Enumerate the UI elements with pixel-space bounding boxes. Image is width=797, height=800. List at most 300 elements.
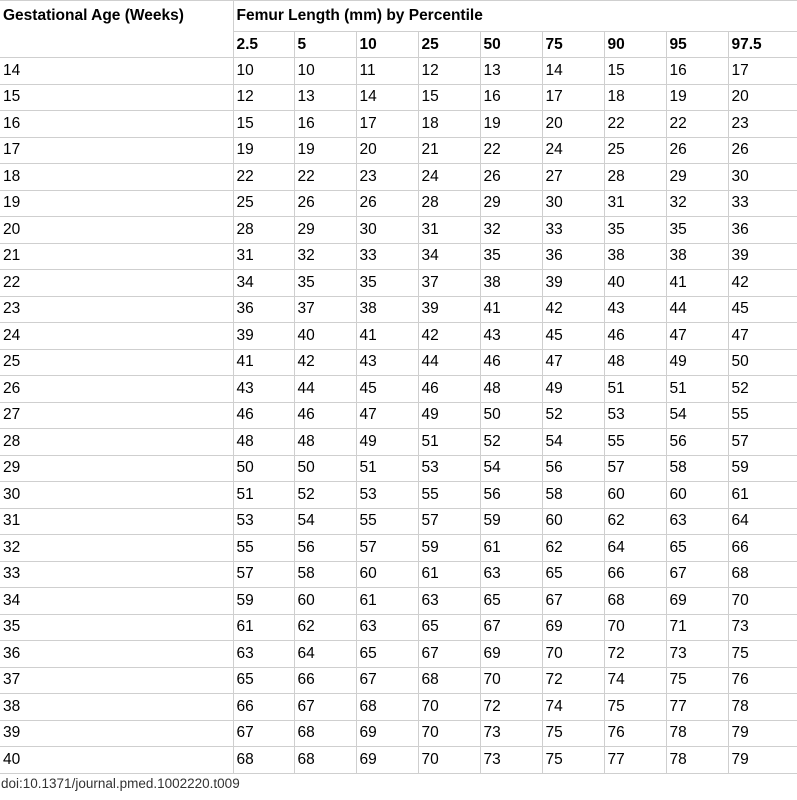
table-row xyxy=(0,190,797,217)
femur-length-cell: 32 xyxy=(480,217,542,244)
table-row xyxy=(0,667,797,694)
femur-length-cell: 70 xyxy=(418,720,480,747)
femur-length-cell: 67 xyxy=(294,694,356,721)
femur-length-cell: 18 xyxy=(604,84,666,111)
femur-length-cell: 49 xyxy=(666,349,728,376)
femur-length-cell: 56 xyxy=(666,429,728,456)
gestational-age-cell: 19 xyxy=(0,190,233,217)
femur-length-cell: 26 xyxy=(294,190,356,217)
gestational-age-cell: 21 xyxy=(0,243,233,270)
gestational-age-header: Gestational Age (Weeks) xyxy=(0,1,233,58)
femur-length-cell: 59 xyxy=(728,455,797,482)
femur-length-cell: 70 xyxy=(418,747,480,774)
femur-length-cell: 49 xyxy=(418,402,480,429)
table-row xyxy=(0,402,797,429)
femur-length-cell: 36 xyxy=(728,217,797,244)
table-row xyxy=(0,137,797,164)
femur-length-cell: 29 xyxy=(666,164,728,191)
gestational-age-cell: 36 xyxy=(0,641,233,668)
femur-length-cell: 57 xyxy=(356,535,418,562)
gestational-age-cell: 30 xyxy=(0,482,233,509)
femur-length-cell: 77 xyxy=(666,694,728,721)
femur-length-cell: 19 xyxy=(666,84,728,111)
femur-length-cell: 73 xyxy=(480,720,542,747)
femur-length-cell: 56 xyxy=(480,482,542,509)
femur-length-cell: 39 xyxy=(418,296,480,323)
gestational-age-cell: 14 xyxy=(0,58,233,85)
gestational-age-cell: 37 xyxy=(0,667,233,694)
femur-length-cell: 47 xyxy=(542,349,604,376)
femur-length-cell: 28 xyxy=(604,164,666,191)
femur-length-cell: 24 xyxy=(542,137,604,164)
femur-length-cell: 38 xyxy=(356,296,418,323)
gestational-age-cell: 23 xyxy=(0,296,233,323)
femur-length-cell: 16 xyxy=(666,58,728,85)
gestational-age-cell: 31 xyxy=(0,508,233,535)
femur-length-cell: 65 xyxy=(480,588,542,615)
femur-length-cell: 68 xyxy=(294,747,356,774)
femur-length-cell: 43 xyxy=(480,323,542,350)
femur-length-cell: 74 xyxy=(542,694,604,721)
femur-length-cell: 75 xyxy=(666,667,728,694)
femur-length-cell: 57 xyxy=(418,508,480,535)
femur-length-cell: 25 xyxy=(604,137,666,164)
femur-length-cell: 26 xyxy=(356,190,418,217)
femur-length-cell: 79 xyxy=(728,747,797,774)
femur-length-cell: 67 xyxy=(542,588,604,615)
femur-length-cell: 16 xyxy=(294,111,356,138)
femur-length-cell: 52 xyxy=(480,429,542,456)
femur-length-cell: 50 xyxy=(294,455,356,482)
femur-length-cell: 63 xyxy=(356,614,418,641)
femur-length-cell: 23 xyxy=(728,111,797,138)
percentile-header-cell: 10 xyxy=(356,32,418,58)
femur-length-cell: 17 xyxy=(728,58,797,85)
femur-length-cell: 42 xyxy=(542,296,604,323)
femur-length-cell: 26 xyxy=(728,137,797,164)
gestational-age-cell: 15 xyxy=(0,84,233,111)
femur-length-cell: 15 xyxy=(604,58,666,85)
femur-length-cell: 22 xyxy=(480,137,542,164)
gestational-age-cell: 25 xyxy=(0,349,233,376)
femur-length-cell: 58 xyxy=(542,482,604,509)
femur-length-cell: 50 xyxy=(480,402,542,429)
femur-length-cell: 35 xyxy=(294,270,356,297)
femur-length-cell: 56 xyxy=(542,455,604,482)
femur-length-cell: 65 xyxy=(542,561,604,588)
femur-length-cell: 22 xyxy=(666,111,728,138)
femur-length-cell: 64 xyxy=(728,508,797,535)
table-row xyxy=(0,58,797,85)
femur-length-cell: 35 xyxy=(604,217,666,244)
femur-length-cell: 46 xyxy=(294,402,356,429)
percentile-header-cell: 90 xyxy=(604,32,666,58)
femur-length-cell: 66 xyxy=(604,561,666,588)
femur-length-cell: 75 xyxy=(542,720,604,747)
femur-length-cell: 65 xyxy=(356,641,418,668)
femur-length-cell: 31 xyxy=(233,243,294,270)
femur-length-cell: 35 xyxy=(480,243,542,270)
femur-length-cell: 63 xyxy=(233,641,294,668)
femur-length-cell: 18 xyxy=(418,111,480,138)
table-row xyxy=(0,614,797,641)
femur-length-cell: 69 xyxy=(666,588,728,615)
femur-length-cell: 33 xyxy=(542,217,604,244)
table-row xyxy=(0,296,797,323)
femur-length-cell: 30 xyxy=(542,190,604,217)
femur-length-cell: 15 xyxy=(233,111,294,138)
femur-length-cell: 66 xyxy=(294,667,356,694)
femur-length-cell: 26 xyxy=(666,137,728,164)
femur-length-cell: 42 xyxy=(418,323,480,350)
table-row xyxy=(0,164,797,191)
femur-length-cell: 53 xyxy=(418,455,480,482)
percentile-header-cell: 5 xyxy=(294,32,356,58)
femur-length-cell: 61 xyxy=(418,561,480,588)
femur-length-cell: 51 xyxy=(418,429,480,456)
femur-length-cell: 29 xyxy=(294,217,356,244)
femur-length-cell: 42 xyxy=(728,270,797,297)
femur-length-cell: 59 xyxy=(418,535,480,562)
femur-length-cell: 51 xyxy=(233,482,294,509)
femur-length-cell: 38 xyxy=(604,243,666,270)
femur-length-cell: 69 xyxy=(356,747,418,774)
femur-length-cell: 43 xyxy=(604,296,666,323)
femur-length-cell: 40 xyxy=(604,270,666,297)
femur-length-cell: 67 xyxy=(233,720,294,747)
gestational-age-cell: 26 xyxy=(0,376,233,403)
femur-length-cell: 78 xyxy=(728,694,797,721)
table-row xyxy=(0,323,797,350)
femur-length-cell: 33 xyxy=(356,243,418,270)
femur-length-cell: 55 xyxy=(728,402,797,429)
femur-length-cell: 54 xyxy=(294,508,356,535)
femur-length-cell: 70 xyxy=(542,641,604,668)
femur-length-cell: 69 xyxy=(356,720,418,747)
femur-length-cell: 49 xyxy=(542,376,604,403)
femur-length-cell: 20 xyxy=(728,84,797,111)
femur-length-cell: 57 xyxy=(604,455,666,482)
femur-length-cell: 60 xyxy=(356,561,418,588)
femur-length-cell: 75 xyxy=(542,747,604,774)
femur-length-cell: 49 xyxy=(356,429,418,456)
femur-length-cell: 54 xyxy=(480,455,542,482)
femur-length-cell: 19 xyxy=(480,111,542,138)
femur-length-cell: 40 xyxy=(294,323,356,350)
femur-length-cell: 63 xyxy=(480,561,542,588)
femur-length-cell: 62 xyxy=(604,508,666,535)
femur-length-cell: 70 xyxy=(480,667,542,694)
femur-length-cell: 67 xyxy=(666,561,728,588)
femur-length-cell: 31 xyxy=(604,190,666,217)
femur-length-cell: 16 xyxy=(480,84,542,111)
femur-length-cell: 63 xyxy=(666,508,728,535)
femur-length-cell: 19 xyxy=(294,137,356,164)
femur-length-cell: 28 xyxy=(233,217,294,244)
femur-length-cell: 38 xyxy=(480,270,542,297)
femur-length-cell: 73 xyxy=(480,747,542,774)
femur-length-cell: 65 xyxy=(666,535,728,562)
femur-length-cell: 17 xyxy=(542,84,604,111)
percentile-header-cell: 95 xyxy=(666,32,728,58)
femur-length-cell: 68 xyxy=(604,588,666,615)
femur-length-cell: 55 xyxy=(604,429,666,456)
femur-length-cell: 44 xyxy=(418,349,480,376)
femur-length-cell: 12 xyxy=(418,58,480,85)
femur-length-cell: 55 xyxy=(418,482,480,509)
femur-length-cell: 72 xyxy=(542,667,604,694)
femur-length-cell: 67 xyxy=(356,667,418,694)
femur-length-cell: 36 xyxy=(233,296,294,323)
femur-length-cell: 41 xyxy=(356,323,418,350)
femur-length-cell: 37 xyxy=(418,270,480,297)
femur-length-cell: 73 xyxy=(666,641,728,668)
femur-length-cell: 61 xyxy=(480,535,542,562)
percentile-header-cell: 2.5 xyxy=(233,32,294,58)
table-row xyxy=(0,508,797,535)
table-row xyxy=(0,243,797,270)
femur-length-cell: 20 xyxy=(356,137,418,164)
femur-length-cell: 77 xyxy=(604,747,666,774)
femur-length-cell: 67 xyxy=(418,641,480,668)
femur-length-cell: 39 xyxy=(233,323,294,350)
table-row xyxy=(0,111,797,138)
femur-length-cell: 70 xyxy=(728,588,797,615)
gestational-age-cell: 33 xyxy=(0,561,233,588)
table-row xyxy=(0,482,797,509)
femur-length-cell: 43 xyxy=(356,349,418,376)
gestational-age-cell: 40 xyxy=(0,747,233,774)
femur-length-cell: 46 xyxy=(233,402,294,429)
femur-length-cell: 57 xyxy=(233,561,294,588)
femur-length-cell: 60 xyxy=(542,508,604,535)
femur-length-cell: 68 xyxy=(356,694,418,721)
femur-length-cell: 11 xyxy=(356,58,418,85)
femur-length-cell: 14 xyxy=(542,58,604,85)
femur-length-cell: 48 xyxy=(233,429,294,456)
femur-length-cell: 34 xyxy=(233,270,294,297)
table-row xyxy=(0,84,797,111)
femur-length-cell: 70 xyxy=(418,694,480,721)
femur-length-cell: 67 xyxy=(480,614,542,641)
femur-length-cell: 59 xyxy=(480,508,542,535)
femur-length-cell: 47 xyxy=(356,402,418,429)
femur-length-cell: 55 xyxy=(233,535,294,562)
femur-length-cell: 50 xyxy=(728,349,797,376)
gestational-age-cell: 18 xyxy=(0,164,233,191)
femur-length-cell: 35 xyxy=(356,270,418,297)
femur-length-cell: 68 xyxy=(728,561,797,588)
femur-length-cell: 42 xyxy=(294,349,356,376)
femur-length-cell: 51 xyxy=(356,455,418,482)
femur-length-cell: 31 xyxy=(418,217,480,244)
table-row xyxy=(0,588,797,615)
femur-length-cell: 29 xyxy=(480,190,542,217)
femur-length-cell: 66 xyxy=(728,535,797,562)
gestational-age-cell: 29 xyxy=(0,455,233,482)
femur-length-cell: 70 xyxy=(604,614,666,641)
femur-length-cell: 26 xyxy=(480,164,542,191)
femur-length-cell: 69 xyxy=(542,614,604,641)
femur-length-cell: 23 xyxy=(356,164,418,191)
femur-length-cell: 58 xyxy=(294,561,356,588)
femur-length-cell: 61 xyxy=(233,614,294,641)
percentile-header-cell: 97.5 xyxy=(728,32,797,58)
table-row xyxy=(0,270,797,297)
femur-length-cell: 60 xyxy=(604,482,666,509)
gestational-age-cell: 32 xyxy=(0,535,233,562)
femur-length-cell: 45 xyxy=(356,376,418,403)
femur-length-cell: 76 xyxy=(604,720,666,747)
femur-length-cell: 46 xyxy=(604,323,666,350)
femur-length-cell: 53 xyxy=(233,508,294,535)
femur-length-cell: 35 xyxy=(666,217,728,244)
femur-length-cell: 54 xyxy=(542,429,604,456)
gestational-age-cell: 16 xyxy=(0,111,233,138)
femur-length-cell: 56 xyxy=(294,535,356,562)
femur-length-cell: 41 xyxy=(666,270,728,297)
gestational-age-cell: 27 xyxy=(0,402,233,429)
femur-length-cell: 43 xyxy=(233,376,294,403)
femur-length-cell: 64 xyxy=(294,641,356,668)
femur-length-cell: 28 xyxy=(418,190,480,217)
femur-length-cell: 22 xyxy=(233,164,294,191)
percentile-header-cell: 75 xyxy=(542,32,604,58)
table-body xyxy=(0,58,797,774)
femur-length-cell: 32 xyxy=(666,190,728,217)
femur-length-cell: 13 xyxy=(480,58,542,85)
femur-length-cell: 75 xyxy=(728,641,797,668)
femur-length-cell: 76 xyxy=(728,667,797,694)
femur-length-cell: 57 xyxy=(728,429,797,456)
femur-length-cell: 24 xyxy=(418,164,480,191)
table-row xyxy=(0,747,797,774)
femur-length-cell: 48 xyxy=(294,429,356,456)
table-row xyxy=(0,561,797,588)
femur-length-cell: 39 xyxy=(728,243,797,270)
femur-length-cell: 62 xyxy=(542,535,604,562)
gestational-age-cell: 39 xyxy=(0,720,233,747)
femur-length-cell: 21 xyxy=(418,137,480,164)
gestational-age-cell: 24 xyxy=(0,323,233,350)
femur-length-cell: 25 xyxy=(233,190,294,217)
table-row xyxy=(0,455,797,482)
femur-length-cell: 74 xyxy=(604,667,666,694)
femur-length-cell: 38 xyxy=(666,243,728,270)
table-row xyxy=(0,535,797,562)
femur-length-cell: 73 xyxy=(728,614,797,641)
femur-length-group-header: Femur Length (mm) by Percentile xyxy=(233,1,797,32)
femur-length-cell: 45 xyxy=(542,323,604,350)
femur-length-cell: 33 xyxy=(728,190,797,217)
femur-length-cell: 58 xyxy=(666,455,728,482)
femur-length-cell: 47 xyxy=(728,323,797,350)
femur-length-cell: 10 xyxy=(294,58,356,85)
gestational-age-cell: 28 xyxy=(0,429,233,456)
femur-length-cell: 12 xyxy=(233,84,294,111)
table-row xyxy=(0,429,797,456)
femur-length-cell: 78 xyxy=(666,720,728,747)
table-header-row xyxy=(0,1,797,32)
femur-length-cell: 46 xyxy=(480,349,542,376)
femur-length-cell: 14 xyxy=(356,84,418,111)
table-row xyxy=(0,641,797,668)
femur-length-cell: 62 xyxy=(294,614,356,641)
femur-length-cell: 75 xyxy=(604,694,666,721)
femur-length-cell: 60 xyxy=(294,588,356,615)
femur-length-cell: 66 xyxy=(233,694,294,721)
gestational-age-cell: 38 xyxy=(0,694,233,721)
femur-length-cell: 65 xyxy=(233,667,294,694)
gestational-age-cell: 35 xyxy=(0,614,233,641)
femur-length-cell: 45 xyxy=(728,296,797,323)
femur-length-cell: 19 xyxy=(233,137,294,164)
table-row xyxy=(0,217,797,244)
femur-length-cell: 30 xyxy=(356,217,418,244)
femur-length-cell: 39 xyxy=(542,270,604,297)
femur-length-cell: 22 xyxy=(604,111,666,138)
femur-length-cell: 71 xyxy=(666,614,728,641)
femur-length-cell: 34 xyxy=(418,243,480,270)
femur-length-cell: 20 xyxy=(542,111,604,138)
femur-length-cell: 44 xyxy=(666,296,728,323)
femur-length-cell: 61 xyxy=(356,588,418,615)
femur-length-cell: 48 xyxy=(480,376,542,403)
femur-length-cell: 37 xyxy=(294,296,356,323)
femur-length-cell: 52 xyxy=(542,402,604,429)
femur-length-cell: 68 xyxy=(294,720,356,747)
femur-length-cell: 78 xyxy=(666,747,728,774)
table-row xyxy=(0,720,797,747)
femur-length-cell: 72 xyxy=(480,694,542,721)
femur-length-cell: 52 xyxy=(294,482,356,509)
femur-length-cell: 60 xyxy=(666,482,728,509)
table-row xyxy=(0,694,797,721)
femur-length-cell: 36 xyxy=(542,243,604,270)
femur-length-cell: 22 xyxy=(294,164,356,191)
femur-length-cell: 53 xyxy=(356,482,418,509)
gestational-age-cell: 20 xyxy=(0,217,233,244)
femur-length-cell: 65 xyxy=(418,614,480,641)
femur-length-cell: 79 xyxy=(728,720,797,747)
femur-length-cell: 13 xyxy=(294,84,356,111)
gestational-age-cell: 22 xyxy=(0,270,233,297)
gestational-age-cell: 34 xyxy=(0,588,233,615)
femur-length-cell: 72 xyxy=(604,641,666,668)
femur-length-cell: 30 xyxy=(728,164,797,191)
doi-caption: doi:10.1371/journal.pmed.1002220.t009 xyxy=(1,776,240,791)
femur-length-cell: 59 xyxy=(233,588,294,615)
femur-length-cell: 69 xyxy=(480,641,542,668)
femur-length-cell: 10 xyxy=(233,58,294,85)
femur-length-cell: 46 xyxy=(418,376,480,403)
femur-length-cell: 52 xyxy=(728,376,797,403)
femur-length-cell: 17 xyxy=(356,111,418,138)
gestational-age-cell: 17 xyxy=(0,137,233,164)
femur-length-cell: 68 xyxy=(233,747,294,774)
table-row xyxy=(0,349,797,376)
femur-length-cell: 61 xyxy=(728,482,797,509)
femur-length-cell: 68 xyxy=(418,667,480,694)
femur-length-cell: 44 xyxy=(294,376,356,403)
percentile-header-cell: 50 xyxy=(480,32,542,58)
femur-length-cell: 47 xyxy=(666,323,728,350)
femur-length-cell: 51 xyxy=(604,376,666,403)
femur-length-cell: 27 xyxy=(542,164,604,191)
femur-length-cell: 64 xyxy=(604,535,666,562)
femur-length-cell: 63 xyxy=(418,588,480,615)
percentile-header-cell: 25 xyxy=(418,32,480,58)
